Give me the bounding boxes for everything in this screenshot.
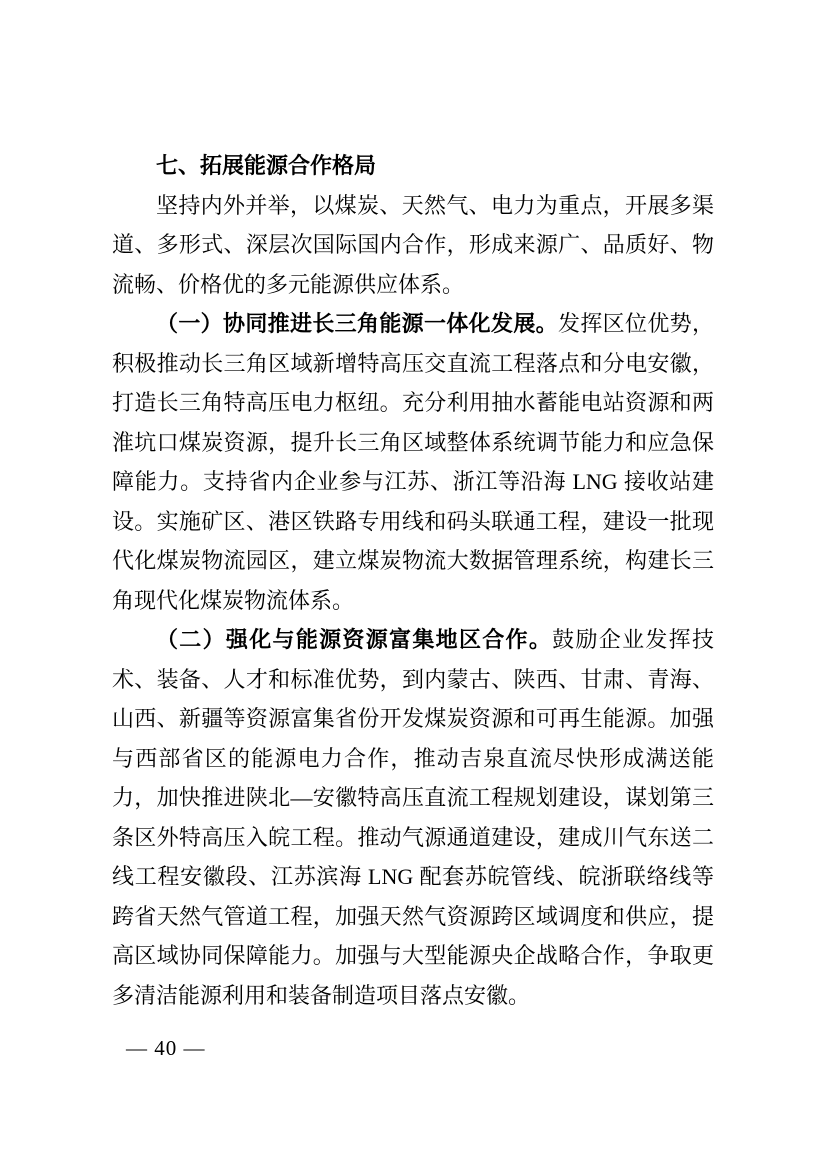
paragraph-text: 坚持内外并举，以煤炭、天然气、电力为重点，开展多渠道、多形式、深层次国际国内合作，形成来源广、品质好、物流畅、价格优的多元能源供应体系。: [112, 192, 714, 297]
page-number: — 40 —: [126, 1036, 206, 1060]
paragraph-intro: [112, 186, 714, 305]
paragraph-lead: （二）强化与能源资源富集地区合作。: [156, 627, 553, 652]
document-body: [112, 146, 714, 1015]
paragraph-text: 发挥区位优势，积极推动长三角区域新增特高压交直流工程落点和分电安徽，打造长三角特高压电力枢纽。充分利用抽水蓄能电站资源和两淮坑口煤炭资源，提升长三角区域整体系统调节能力和应急保障能力。支持省内企业参与江苏、浙江等沿海 LNG 接收站建设。实施矿区、港区铁路专用线和码头联通工程，建设一批现代化煤炭物流园区，建立煤炭物流大数据管理系统，构建长三角现代化煤炭物流体系。: [112, 311, 714, 613]
paragraph-text: 鼓励企业发挥技术、装备、人才和标准优势，到内蒙古、陕西、甘肃、青海、山西、新疆等资源富集省份开发煤炭资源和可再生能源。加强与西部省区的能源电力合作，推动吉泉直流尽快形成满送能力，加快推进陕北—安徽特高压直流工程规划建设，谋划第三条区外特高压入皖工程。推动气源通道建设，建成川气东送二线工程安徽段、江苏滨海 LNG 配套苏皖管线、皖浙联络线等跨省天然气管道工程，加强天然气资源跨区域调度和供应，提高区域协同保障能力。加强与大型能源央企战略合作，争取更多清洁能源利用和装备制造项目落点安徽。: [112, 627, 714, 1008]
paragraph-subsection-2: [112, 620, 714, 1015]
paragraph-subsection-1: [112, 304, 714, 620]
section-heading: 七、拓展能源合作格局: [156, 153, 377, 178]
paragraph-lead: （一）协同推进长三角能源一体化发展。: [156, 311, 558, 336]
